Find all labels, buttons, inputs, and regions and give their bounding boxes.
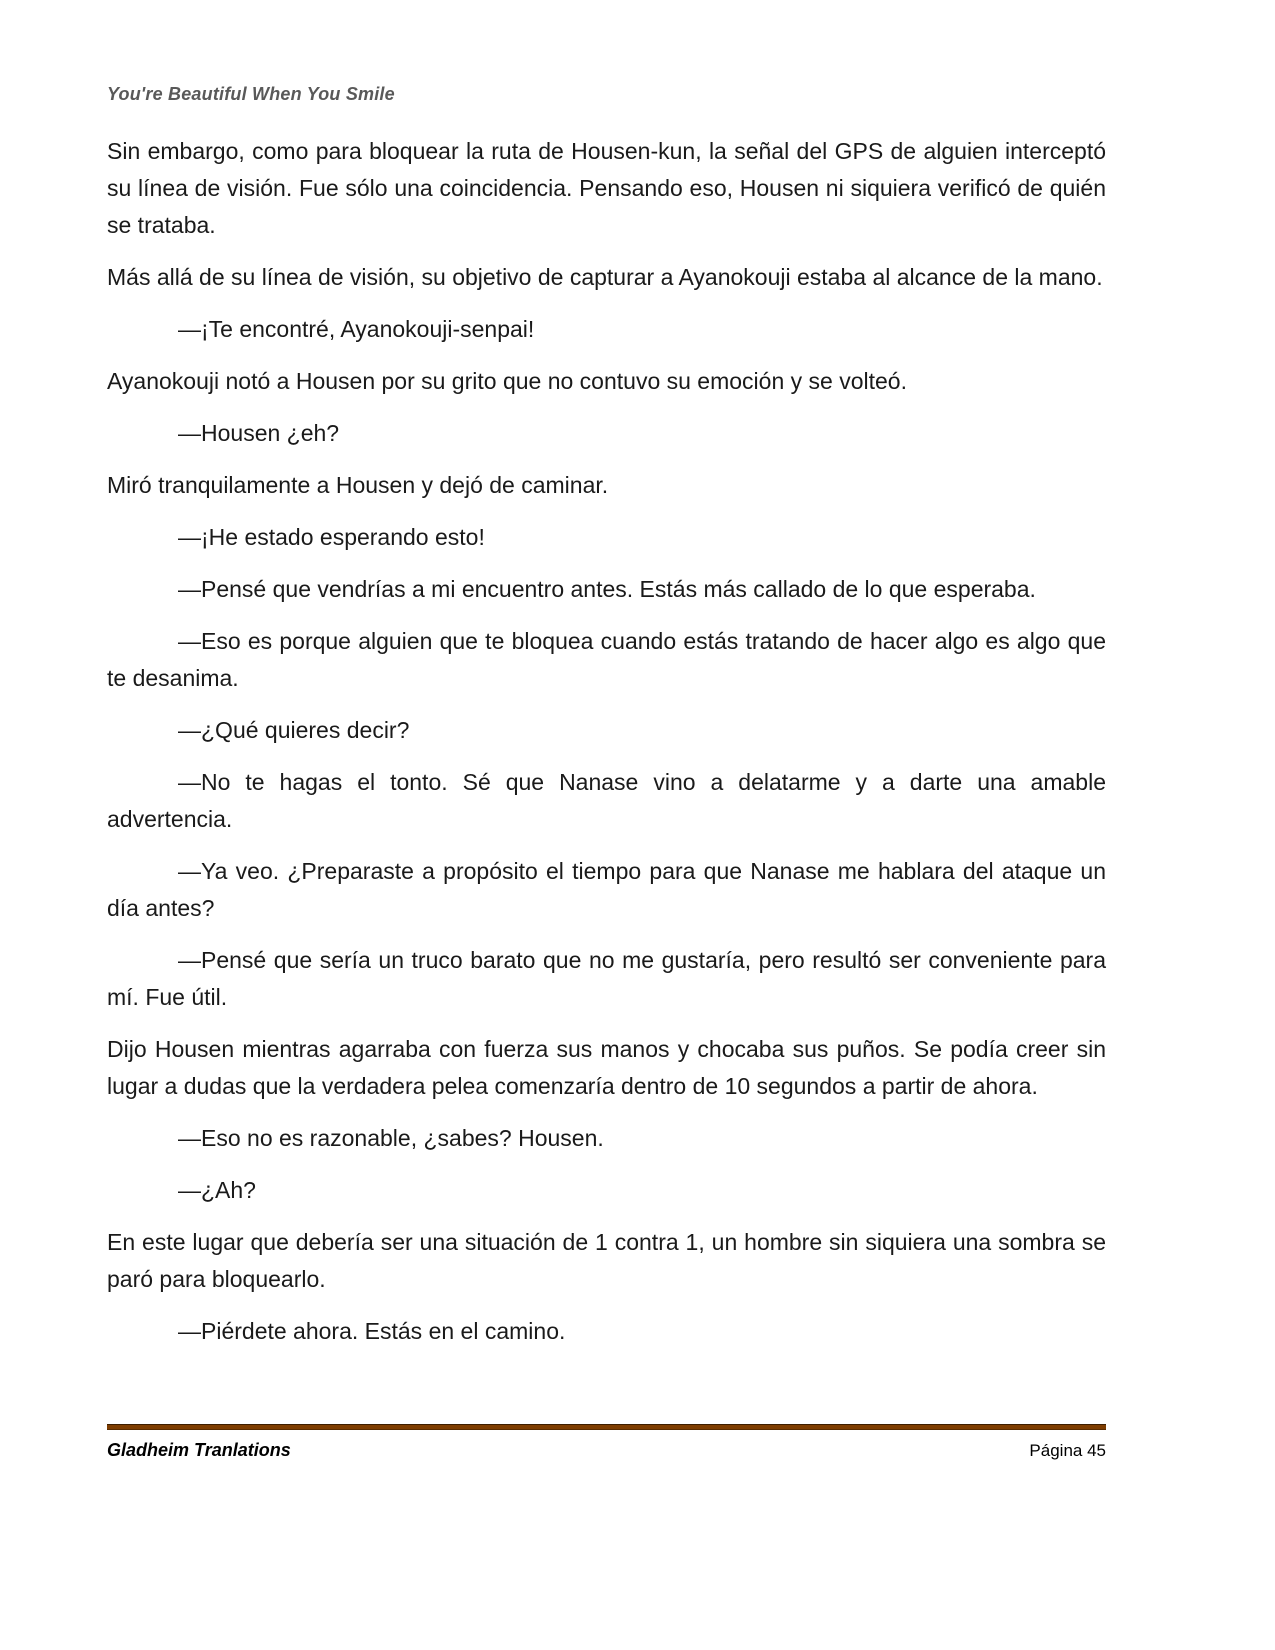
dialogue-paragraph: —¡He estado esperando esto! (178, 524, 485, 550)
footer-translator-credit: Gladheim Tranlations (107, 1440, 291, 1460)
dialogue-paragraph: —¿Ah? (178, 1177, 256, 1203)
footer-text-row (107, 1440, 1106, 1461)
narration-paragraph: Dijo Housen mientras agarraba con fuerza sus manos y chocaba sus puños. Se podía creer sin lugar a dudas que la verdadera pelea comenzaría dentro de 10 segundos a partir de ahora. (107, 1036, 1106, 1099)
dialogue-paragraph: —Ya veo. ¿Preparaste a propósito el tiempo para que Nanase me hablara del ataque un día antes? (107, 858, 1106, 921)
page-header (107, 84, 1106, 105)
dialogue-paragraph: —Pensé que sería un truco barato que no me gustaría, pero resultó ser conveniente para mí. Fue útil. (107, 947, 1106, 1010)
dialogue-paragraph: —Eso no es razonable, ¿sabes? Housen. (178, 1125, 604, 1151)
dialogue-paragraph: —Piérdete ahora. Estás en el camino. (178, 1318, 566, 1344)
dialogue-paragraph: —No te hagas el tonto. Sé que Nanase vino a delatarme y a darte una amable advertencia. (107, 769, 1106, 832)
footer-divider (107, 1424, 1106, 1430)
dialogue-paragraph: —Housen ¿eh? (178, 420, 340, 446)
narration-paragraph: Sin embargo, como para bloquear la ruta de Housen-kun, la señal del GPS de alguien interceptó su línea de visión. Fue sólo una coincidencia. Pensando eso, Housen ni siquiera verificó de quién se trataba. (107, 138, 1106, 238)
narration-paragraph: Más allá de su línea de visión, su objetivo de capturar a Ayanokouji estaba al alcance de la mano. (107, 264, 1103, 290)
dialogue-paragraph: —Eso es porque alguien que te bloquea cuando estás tratando de hacer algo es algo que te desanima. (107, 628, 1106, 691)
narration-paragraph: Ayanokouji notó a Housen por su grito que no contuvo su emoción y se volteó. (107, 368, 907, 394)
narration-paragraph: En este lugar que debería ser una situación de 1 contra 1, un hombre sin siquiera una sombra se paró para bloquearlo. (107, 1229, 1106, 1292)
dialogue-paragraph: —¿Qué quieres decir? (178, 717, 410, 743)
page-footer (107, 1424, 1106, 1461)
dialogue-paragraph: —Pensé que vendrías a mi encuentro antes. Estás más callado de lo que esperaba. (178, 576, 1036, 602)
footer-page-number: Página 45 (1029, 1441, 1106, 1460)
running-header-title: You're Beautiful When You Smile (107, 84, 395, 104)
dialogue-paragraph: —¡Te encontré, Ayanokouji-senpai! (178, 316, 535, 342)
narration-paragraph: Miró tranquilamente a Housen y dejó de caminar. (107, 472, 609, 498)
page-body (107, 133, 1106, 1365)
